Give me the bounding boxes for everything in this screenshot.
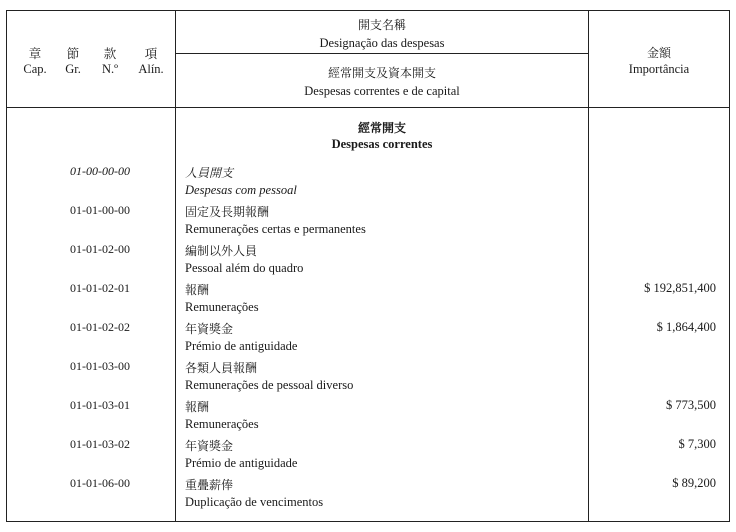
right-border bbox=[729, 10, 730, 522]
row-designation-pt: Prémio de antiguidade bbox=[185, 456, 298, 470]
category-pt: Despesas correntes e de capital bbox=[304, 84, 460, 98]
row-designation-zh: 報酬 bbox=[185, 400, 210, 414]
row-code: 01-01-02-01 bbox=[70, 281, 130, 295]
left-border bbox=[6, 10, 7, 522]
row-designation-pt: Remunerações de pessoal diverso bbox=[185, 378, 354, 392]
bottom-border bbox=[6, 521, 730, 522]
col-no-pt: N.º bbox=[101, 62, 119, 76]
row-amount: $ 773,500 bbox=[666, 398, 716, 412]
row-designation-pt: Despesas com pessoal bbox=[185, 183, 297, 197]
col-alin-zh: 項 bbox=[144, 47, 158, 61]
amount-header-zh: 金額 bbox=[646, 46, 671, 60]
row-amount: $ 1,864,400 bbox=[656, 320, 716, 334]
row-designation-zh: 固定及長期報酬 bbox=[185, 205, 270, 219]
row-designation-zh: 報酬 bbox=[185, 283, 210, 297]
row-designation-zh: 人員開支 bbox=[185, 166, 234, 180]
row-amount: $ 7,300 bbox=[678, 437, 716, 451]
col-no-zh: 款 bbox=[103, 47, 117, 61]
row-designation-zh: 年資獎金 bbox=[185, 322, 234, 336]
header-bottom-rule bbox=[6, 107, 730, 108]
row-code: 01-01-02-02 bbox=[70, 320, 130, 334]
row-designation-pt: Duplicação de vencimentos bbox=[185, 495, 324, 509]
section-title-zh: 經常開支 bbox=[357, 121, 406, 135]
row-designation-pt: Pessoal além do quadro bbox=[185, 261, 304, 275]
row-designation-zh: 編制以外人員 bbox=[185, 244, 258, 258]
designation-pt: Designação das despesas bbox=[319, 36, 445, 50]
top-border bbox=[6, 10, 730, 11]
row-amount: $ 89,200 bbox=[672, 476, 716, 490]
designation-zh: 開支名稱 bbox=[357, 18, 406, 32]
col-alin-pt: Alín. bbox=[138, 62, 164, 76]
row-code: 01-01-03-00 bbox=[70, 359, 130, 373]
row-designation-pt: Remunerações bbox=[185, 300, 259, 314]
row-designation-pt: Remunerações certas e permanentes bbox=[185, 222, 366, 236]
header-mid-rule bbox=[175, 53, 589, 54]
amount-header-pt: Importância bbox=[628, 62, 690, 76]
row-amount: $ 192,851,400 bbox=[644, 281, 716, 295]
row-code: 01-01-02-00 bbox=[70, 242, 130, 256]
row-designation-zh: 年資獎金 bbox=[185, 439, 234, 453]
category-zh: 經常開支及資本開支 bbox=[327, 66, 436, 80]
row-designation-pt: Remunerações bbox=[185, 417, 259, 431]
row-designation-pt: Prémio de antiguidade bbox=[185, 339, 298, 353]
column-divider-amount bbox=[588, 10, 589, 522]
row-code: 01-00-00-00 bbox=[70, 164, 130, 178]
row-designation-zh: 各類人員報酬 bbox=[185, 361, 258, 375]
row-code: 01-01-03-01 bbox=[70, 398, 130, 412]
section-title-pt: Despesas correntes bbox=[331, 137, 433, 151]
col-cap-pt: Cap. bbox=[23, 62, 47, 76]
row-code: 01-01-06-00 bbox=[70, 476, 130, 490]
col-gr-pt: Gr. bbox=[65, 62, 81, 76]
row-designation-zh: 重疊薪俸 bbox=[185, 478, 234, 492]
row-code: 01-01-00-00 bbox=[70, 203, 130, 217]
row-code: 01-01-03-02 bbox=[70, 437, 130, 451]
col-gr-zh: 節 bbox=[66, 47, 80, 61]
col-cap-zh: 章 bbox=[28, 47, 42, 61]
